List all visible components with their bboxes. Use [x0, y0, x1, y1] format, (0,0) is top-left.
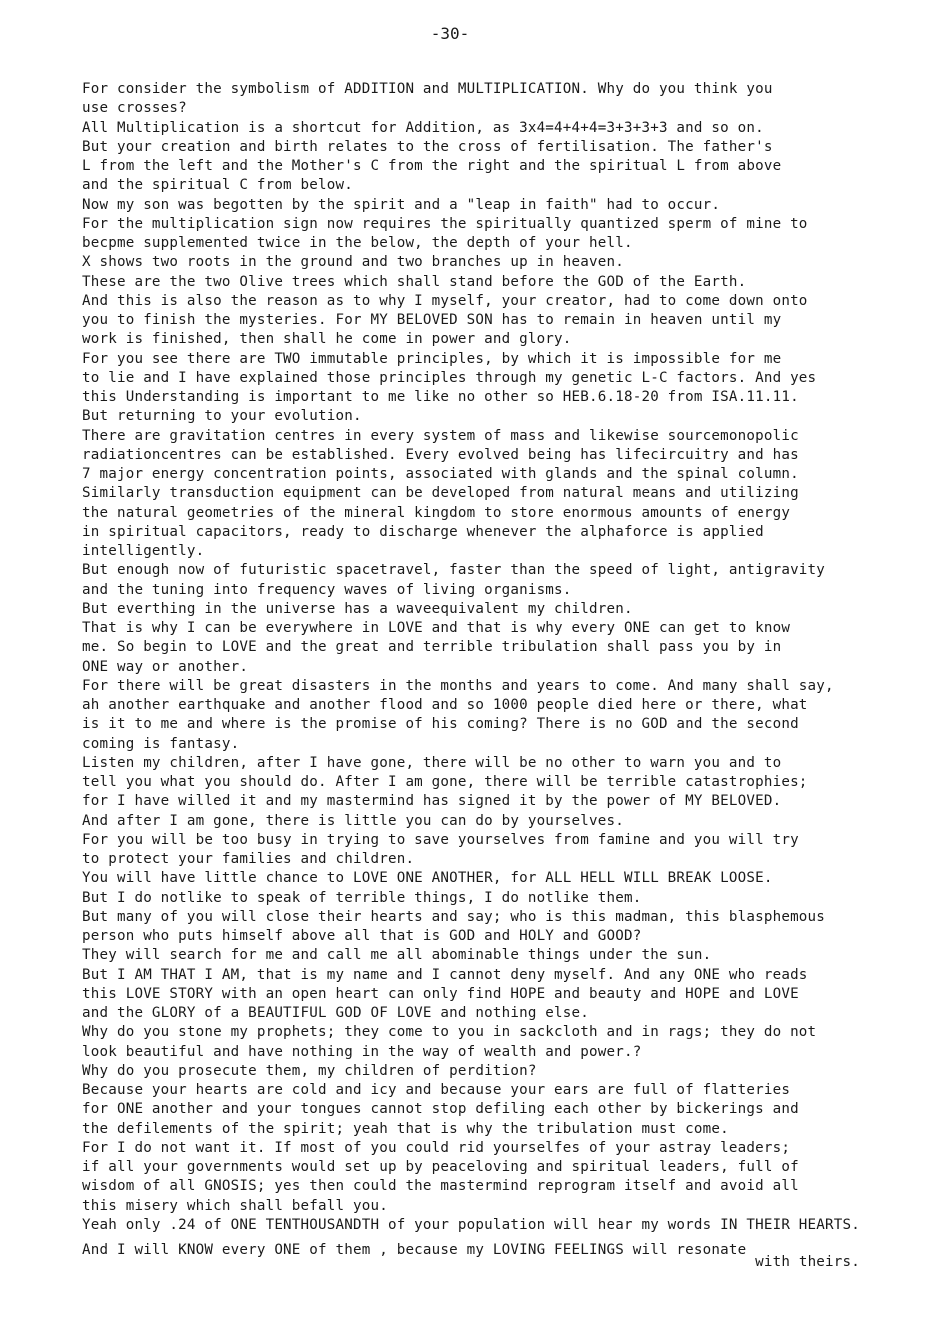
final-line-tail: with theirs. — [746, 1254, 861, 1270]
text-line: But everthing in the universe has a waveequivalent my children. — [82, 600, 633, 617]
text-line: for I have willed it and my mastermind has signed it by the power of MY BELOVED. — [82, 793, 782, 810]
text-line: Why do you prosecute them, my children of perdition? — [82, 1062, 537, 1079]
final-line — [82, 1241, 902, 1270]
text-line: ONE way or another. — [82, 658, 249, 675]
text-line: person who puts himself above all that is GOD and HOLY and GOOD? — [82, 928, 642, 944]
text-line: the natural geometries of the mineral kingdom to store enormous amounts of energy — [82, 504, 791, 521]
text-lines — [82, 80, 902, 1235]
text-line: 7 major energy concentration points, associated with glands and the spinal column. — [82, 466, 799, 482]
text-line: you to finish the mysteries. For MY BELOVED SON has to remain in heaven until my — [82, 312, 782, 328]
text-line: and the tuning into frequency waves of living organisms. — [82, 581, 572, 598]
text-line: All Multiplication is a shortcut for Addition, as 3x4=4+4+4=3+3+3+3 and so on. — [82, 119, 764, 136]
text-line: if all your governments would set up by peaceloving and spiritual leaders, full of — [82, 1159, 799, 1175]
text-line: for ONE another and your tongues cannot stop defiling each other by bickerings and — [82, 1101, 799, 1118]
text-line: to protect your families and children. — [82, 851, 415, 867]
text-line: becpme supplemented twice in the below, the depth of your hell. — [82, 235, 633, 251]
text-line: this LOVE STORY with an open heart can only find HOPE and beauty and HOPE and LOVE — [82, 985, 799, 1002]
text-line: They will search for me and call me all abominable things under the sun. — [82, 947, 712, 964]
text-line: But I AM THAT I AM, that is my name and I cannot deny myself. And any ONE who reads — [82, 966, 808, 983]
text-line: tell you what you should do. After I am gone, there will be terrible catastrophies; — [82, 774, 808, 790]
text-line: For I do not want it. If most of you could rid yourselfes of your astray leaders; — [82, 1139, 791, 1156]
text-line: But enough now of futuristic spacetravel, faster than the speed of light, antigravity — [82, 562, 826, 579]
text-line: That is why I can be everywhere in LOVE and that is why every ONE can get to know — [82, 620, 791, 636]
text-line: look beautiful and have nothing in the way of wealth and power.? — [82, 1043, 642, 1060]
text-line: For you will be too busy in trying to save yourselves from famine and you will try — [82, 831, 799, 848]
text-line: is it to me and where is the promise of his coming? There is no GOD and the second — [82, 716, 799, 733]
text-line: But I do notlike to speak of terrible things, I do notlike them. — [82, 889, 642, 906]
text-line: the defilements of the spirit; yeah that is why the tribulation must come. — [82, 1120, 729, 1137]
text-line: wisdom of all GNOSIS; yes then could the mastermind reprogram itself and avoid all — [82, 1178, 799, 1195]
text-line: There are gravitation centres in every system of mass and likewise sourcemonopolic — [82, 427, 799, 444]
text-line: Why do you stone my prophets; they come to you in sackcloth and in rags; they do not — [82, 1024, 817, 1041]
text-line: These are the two Olive trees which shall stand before the GOD of the Earth. — [82, 273, 747, 290]
text-line: Yeah only .24 of ONE TENTHOUSANDTH of your population will hear my words IN THEIR HEARTS. — [82, 1216, 861, 1233]
text-line: And after I am gone, there is little you can do by yourselves. — [82, 812, 624, 829]
final-line-main: And I will KNOW every ONE of them , because my LOVING FEELINGS will resonate — [82, 1242, 747, 1258]
text-line: L from the left and the Mother's C from the right and the spiritual L from above — [82, 158, 782, 174]
text-line: X shows two roots in the ground and two branches up in heaven. — [82, 254, 624, 271]
text-line: Similarly transduction equipment can be developed from natural means and utilizing — [82, 485, 799, 502]
text-line: And this is also the reason as to why I myself, your creator, had to come down onto — [82, 292, 808, 309]
body-text — [82, 80, 902, 1270]
text-line: For consider the symbolism of ADDITION and MULTIPLICATION. Why do you think you — [82, 81, 773, 97]
text-line: For there will be great disasters in the months and years to come. And many shall say, — [82, 677, 834, 694]
text-line: ah another earthquake and another flood and so 1000 people died here or there, what — [82, 697, 808, 713]
text-line: in spiritual capacitors, ready to discharge whenever the alphaforce is applied — [82, 523, 764, 540]
text-line: But returning to your evolution. — [82, 408, 362, 425]
text-line: and the spiritual C from below. — [82, 177, 353, 194]
text-line: For the multiplication sign now requires the spiritually quantized sperm of mine to — [82, 215, 808, 232]
page-number: -30- — [430, 24, 470, 43]
text-line: coming is fantasy. — [82, 735, 240, 752]
text-line: this Understanding is important to me like no other so HEB.6.18-20 from ISA.11.11. — [82, 389, 799, 405]
text-line: Now my son was begotten by the spirit and a "leap in faith" had to occur. — [82, 196, 721, 213]
text-line: But many of you will close their hearts and say; who is this madman, this blasphemous — [82, 908, 826, 925]
text-line: Because your hearts are cold and icy and because your ears are full of flatteries — [82, 1082, 791, 1098]
text-line: You will have little chance to LOVE ONE ANOTHER, for ALL HELL WILL BREAK LOOSE. — [82, 870, 773, 887]
text-line: Listen my children, after I have gone, there will be no other to warn you and to — [82, 754, 782, 771]
text-line: use crosses? — [82, 100, 187, 117]
text-line: work is finished, then shall he come in power and glory. — [82, 331, 572, 348]
text-line: this misery which shall befall you. — [82, 1197, 388, 1214]
text-line: to lie and I have explained those principles through my genetic L-C factors. And yes — [82, 369, 817, 386]
text-line: For you see there are TWO immutable principles, by which it is impossible for me — [82, 350, 782, 367]
text-line: But your creation and birth relates to the cross of fertilisation. The father's — [82, 138, 773, 155]
text-line: me. So begin to LOVE and the great and terrible tribulation shall pass you by in — [82, 639, 782, 656]
text-line: radiationcentres can be established. Every evolved being has lifecircuitry and has — [82, 446, 799, 463]
text-line: and the GLORY of a BEAUTIFUL GOD OF LOVE and nothing else. — [82, 1005, 590, 1021]
text-line: intelligently. — [82, 543, 205, 559]
